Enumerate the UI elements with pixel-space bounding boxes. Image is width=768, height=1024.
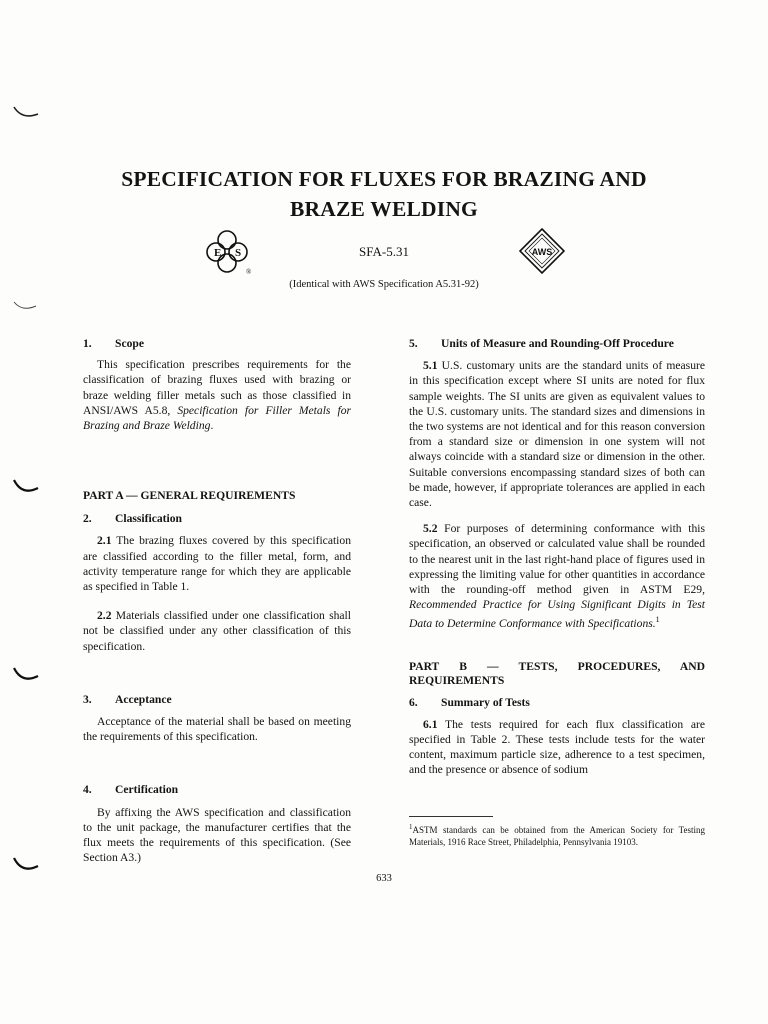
paragraph: This specification prescribes requirements for the classification of brazing fluxes used with brazing or braze welding filler metals such as those classified in ANSI/AWS A5.8, Specification for Filler Metals for Brazing and Braze Welding. [83, 358, 352, 433]
section-title: Certification [115, 783, 179, 797]
section-title: Classification [115, 512, 182, 526]
margin-mark-icon [12, 104, 40, 122]
section-scope [83, 336, 351, 433]
clause-number: 2.1 [97, 534, 112, 548]
paragraph: 6.1 The tests required for each flux classification are specified in Table 2. These tests include tests for the water content, maximum particle size, adherence to a test specimen, and the presence or absence of sodium [409, 717, 705, 777]
section-title: Scope [115, 337, 144, 350]
section-title: Summary of Tests [441, 695, 530, 709]
footnote-marker: 1 [409, 823, 413, 831]
margin-mark-icon [12, 298, 40, 316]
clause-number: 5.1 [423, 359, 438, 373]
seal-letter: E [214, 247, 222, 259]
seal-letter: S [235, 247, 242, 259]
section-heading [83, 782, 351, 797]
footnote-text: ASTM standards can be obtained from the American Society for Testing Materials, 1916 Race Street, Philadelphia, Pennsylvania 19103. [409, 825, 705, 847]
margin-mark-icon [12, 478, 40, 498]
aws-diamond-logo-icon [519, 228, 565, 274]
paragraph: 5.1 U.S. customary units are the standard units of measure in this specification except where SI units are noted for flux sample weights. The SI units are given as equivalent values to the U.S. customary units. The standard sizes and dimensions in the two systems are not identical and for this reason conversion from a standard size or dimension in one system will not always coincide with a standard size or dimension in the other. Suitable conversions encompassing standard sizes of both can be made, however, if appropriate tolerances are applied in each case. [409, 359, 705, 510]
section-summary-of-tests [409, 695, 705, 778]
section-heading [83, 336, 351, 351]
section-classification [83, 511, 351, 654]
specification-designation: SFA-5.31 [359, 244, 409, 259]
section-heading [409, 695, 705, 710]
margin-mark-icon [12, 666, 40, 686]
logo-letters: AWS [531, 247, 553, 257]
clause-number: 2.2 [97, 609, 112, 623]
section-number: 4. [83, 783, 92, 797]
footnote-reference: 1 [655, 615, 660, 625]
section-heading [409, 336, 705, 351]
section-acceptance [83, 692, 351, 745]
clause-number: 6.1 [423, 717, 438, 731]
section-title: Acceptance [115, 692, 172, 706]
section-number: 2. [83, 512, 92, 526]
referenced-document-title: Specification for Filler Metals for Brazing and Braze Welding [83, 403, 352, 433]
clause-number: 5.2 [423, 522, 438, 536]
section-number: 6. [409, 695, 418, 709]
title-line-2: BRAZE WELDING [290, 197, 478, 221]
part-b-heading: PART B — TESTS, PROCEDURES, AND REQUIREMENTS [409, 659, 705, 687]
paragraph: Acceptance of the material shall be based on meeting the requirements of this specification. [83, 715, 351, 744]
section-certification [83, 782, 351, 865]
part-a-heading: PART A — GENERAL REQUIREMENTS [83, 489, 296, 503]
paragraph: 5.2 For purposes of determining conformance with this specification, an observed or calculated value shall be rounded to the nearest unit in the last right-hand place of figures used in expressing the limiting value for other quantities in accordance with the rounding-off method given in ASTM E29, Recommended Practice for Using Significant Digits in Test Data to Determine Conformance with Specifications.$^1$ [409, 522, 705, 631]
left-column [83, 336, 351, 865]
section-number: 3. [83, 692, 92, 706]
identical-with-note: (Identical with AWS Specification A5.31-92) [289, 279, 479, 290]
section-heading [83, 511, 351, 526]
section-title: Units of Measure and Rounding-Off Procedure [441, 337, 674, 350]
section-heading [83, 692, 351, 707]
paragraph: 2.2 Materials classified under one classification shall not be classified under any other classification of this specification. [83, 609, 351, 653]
section-units [409, 336, 705, 632]
footnote-divider [409, 816, 493, 817]
title-line-1: SPECIFICATION FOR FLUXES FOR BRAZING AND [121, 167, 647, 191]
registered-mark: ® [246, 268, 252, 276]
footnote [409, 822, 705, 848]
paragraph: By affixing the AWS specification and classification to the unit package, the manufacturer certifies that the flux meets the requirements of this specification. (See Section A3.) [83, 805, 351, 865]
page-number: 633 [376, 873, 392, 884]
paragraph: 2.1 The brazing fluxes covered by this specification are classified according to the filler metal, form, and activity temperature range for which they are applicable as specified in Table 1. [83, 534, 351, 594]
referenced-document-title: Recommended Practice for Using Significant Digits in Test Data to Determine Conformance with Specifications. [409, 598, 705, 631]
document-title [60, 164, 708, 224]
section-number: 1. [83, 337, 92, 350]
right-column [409, 336, 705, 778]
section-number: 5. [409, 337, 418, 350]
